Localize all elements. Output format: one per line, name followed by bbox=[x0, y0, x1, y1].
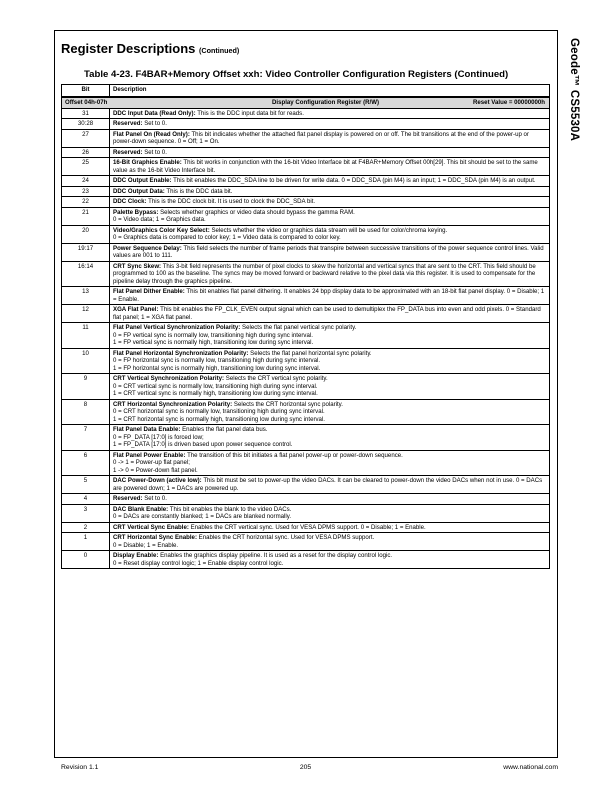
offset-row bbox=[62, 97, 550, 108]
field-description: This bit enables the DDC_SDA line to be driven for write data. 0 = DDC_SDA (pin M4) is an input; 1 = DDC_SDA (pin M4) is an output. bbox=[173, 177, 536, 184]
description-cell bbox=[110, 399, 550, 425]
description-cell bbox=[110, 119, 550, 130]
header-bit: Bit bbox=[62, 85, 110, 98]
bit-cell: 13 bbox=[62, 287, 110, 305]
field-name: Flat Panel On (Read Only): bbox=[113, 130, 190, 138]
field-name: Reserved: bbox=[113, 148, 143, 156]
field-description: This bit enables flat panel dithering. It enables 24 bpp display data to be approximated with an 18-bit flat panel display. 0 = Disable; 1 = Enable. bbox=[113, 288, 545, 303]
description-cell bbox=[110, 348, 550, 374]
description-cell bbox=[110, 425, 550, 451]
field-name: 16-Bit Graphics Enable: bbox=[113, 159, 182, 166]
field-name: Flat Panel Power Enable: bbox=[113, 451, 186, 459]
description-cell bbox=[110, 225, 550, 243]
bit-cell: 12 bbox=[62, 305, 110, 323]
bit-cell: 10 bbox=[62, 348, 110, 374]
field-value-line: 0 = FP_DATA [17:0] is forced low; bbox=[113, 433, 204, 441]
side-title-text: Geode™ CS5530A bbox=[568, 38, 580, 142]
field-description: Selects the CRT vertical sync polarity. bbox=[225, 375, 328, 382]
field-value-line: 0 = FP vertical sync is normally low, transitioning high during sync interval. bbox=[113, 331, 313, 339]
table-row bbox=[62, 522, 550, 533]
table-row bbox=[62, 158, 550, 176]
field-name: CRT Vertical Sync Enable: bbox=[113, 523, 189, 531]
footer-page-number: 205 bbox=[299, 764, 312, 771]
field-value-line: 0 -> 1 = Power-up flat panel; bbox=[113, 459, 190, 466]
footer-revision: Revision 1.1 bbox=[61, 764, 99, 771]
table-row bbox=[62, 399, 550, 425]
section-title-suffix: (Continued) bbox=[199, 46, 240, 55]
field-name: DDC Clock: bbox=[113, 198, 147, 205]
bit-cell: 24 bbox=[62, 176, 110, 187]
offset-cell bbox=[62, 97, 550, 108]
table-row bbox=[62, 494, 550, 505]
field-name: Reserved: bbox=[113, 495, 143, 502]
field-description: Selects whether graphics or video data should bypass the gamma RAM. bbox=[160, 208, 355, 216]
field-value-line: 1 = FP_DATA [17:0] is driven based upon power sequence control. bbox=[113, 441, 293, 448]
table-row bbox=[62, 323, 550, 349]
bit-cell: 5 bbox=[62, 476, 110, 494]
description-cell bbox=[110, 305, 550, 323]
field-name: CRT Horizontal Sync Enable: bbox=[113, 534, 197, 541]
description-cell bbox=[110, 243, 550, 261]
table-row bbox=[62, 533, 550, 551]
field-description: Set to 0. bbox=[144, 148, 167, 156]
section-title-text: Register Descriptions bbox=[61, 41, 196, 56]
table-row bbox=[62, 348, 550, 374]
table-row bbox=[62, 243, 550, 261]
field-description: This is the DDC clock bit. It is used to clock the DDC_SDA bit. bbox=[148, 198, 316, 205]
bit-cell: 25 bbox=[62, 158, 110, 176]
field-name: CRT Vertical Synchronization Polarity: bbox=[113, 375, 225, 382]
table-row bbox=[62, 207, 550, 225]
description-cell bbox=[110, 147, 550, 158]
bit-cell: 7 bbox=[62, 425, 110, 451]
offset-label: Offset 04h-07h bbox=[65, 99, 108, 106]
table-row bbox=[62, 147, 550, 158]
field-value-line: 0 = Disable; 1 = Enable. bbox=[113, 541, 179, 549]
table-body bbox=[62, 97, 550, 569]
field-value-line: 1 -> 0 = Power-down flat panel. bbox=[113, 466, 198, 474]
field-description: This bit indicates whether the attached flat panel display is powered on or off. The bit transitions at the end of the power-up or power-down sequence. 0 = Off; 1 = On. bbox=[113, 130, 529, 145]
bit-cell: 11 bbox=[62, 323, 110, 349]
bit-cell: 21 bbox=[62, 207, 110, 225]
description-cell bbox=[110, 158, 550, 176]
field-name: DDC Output Data: bbox=[113, 187, 165, 195]
field-description: This bit works in conjunction with the 16-bit Video Interface bit at F4BAR+Memory Offset 00h[29]. This bit should be set to the same value as the 16-bit Video Interface bit. bbox=[113, 159, 538, 174]
field-description: Selects the flat panel horizontal sync polarity. bbox=[250, 349, 372, 357]
field-description: Selects the flat panel vertical sync polarity. bbox=[242, 324, 357, 331]
field-name: Palette Bypass: bbox=[113, 208, 159, 216]
description-cell bbox=[110, 197, 550, 208]
field-value-line: 1 = FP horizontal sync is normally high, transitioning low during sync interval. bbox=[113, 364, 321, 372]
table-row bbox=[62, 287, 550, 305]
description-cell bbox=[110, 207, 550, 225]
bit-cell: 8 bbox=[62, 399, 110, 425]
field-value-line: 0 = CRT vertical sync is normally low, transitioning high during sync interval. bbox=[113, 382, 318, 390]
bit-cell: 19:17 bbox=[62, 243, 110, 261]
bit-cell: 23 bbox=[62, 186, 110, 197]
field-description: This field selects the number of frame periods that transpire between successive transitions of the power sequence control lines. Valid values are 001 to 111. bbox=[113, 244, 544, 259]
bit-cell: 30:28 bbox=[62, 119, 110, 130]
field-description: Selects whether the video or graphics data stream will be used for color/chroma keying. bbox=[211, 226, 448, 234]
field-name: CRT Horizontal Synchronization Polarity: bbox=[113, 400, 233, 408]
field-name: DAC Blank Enable: bbox=[113, 505, 169, 513]
field-name: Flat Panel Vertical Synchronization Polarity: bbox=[113, 324, 241, 331]
description-cell bbox=[110, 551, 550, 569]
table-row bbox=[62, 261, 550, 287]
description-cell bbox=[110, 287, 550, 305]
field-name: Flat Panel Dither Enable: bbox=[113, 288, 185, 295]
field-value-line: 0 = DACs are constantly blanked; 1 = DACs are blanked normally. bbox=[113, 513, 292, 520]
bit-cell: 3 bbox=[62, 504, 110, 522]
field-description: Enables the CRT vertical sync. Used for VESA DPMS support. 0 = Disable; 1 = Enable. bbox=[190, 523, 426, 531]
reset-value: Reset Value = 00000000h bbox=[473, 99, 545, 106]
table-row bbox=[62, 176, 550, 187]
table-row bbox=[62, 476, 550, 494]
table-row bbox=[62, 425, 550, 451]
bit-cell: 27 bbox=[62, 129, 110, 147]
description-cell bbox=[110, 323, 550, 349]
description-cell bbox=[110, 261, 550, 287]
field-value-line: 0 = CRT horizontal sync is normally low, transitioning high during sync interval. bbox=[113, 408, 325, 415]
description-cell bbox=[110, 533, 550, 551]
field-description: Selects the CRT horizontal sync polarity. bbox=[233, 400, 343, 408]
description-cell bbox=[110, 129, 550, 147]
field-description: Set to 0. bbox=[144, 495, 167, 502]
description-cell bbox=[110, 374, 550, 400]
table-header-row bbox=[62, 85, 550, 98]
field-name: XGA Flat Panel: bbox=[113, 306, 159, 313]
field-value-line: 0 = Graphics data is compared to color key; 1 = Video data is compared to color key. bbox=[113, 234, 341, 241]
table-row bbox=[62, 225, 550, 243]
section-title bbox=[61, 41, 239, 56]
table-row bbox=[62, 119, 550, 130]
field-name: Power Sequence Delay: bbox=[113, 244, 182, 252]
field-name: Flat Panel Horizontal Synchronization Polarity: bbox=[113, 349, 249, 357]
description-cell bbox=[110, 186, 550, 197]
description-cell bbox=[110, 504, 550, 522]
field-description: Enables the graphics display pipeline. It is used as a reset for the display control logic. bbox=[160, 552, 393, 559]
bit-cell: 6 bbox=[62, 450, 110, 476]
bit-cell: 16:14 bbox=[62, 261, 110, 287]
field-value-line: 1 = CRT horizontal sync is normally high, transitioning low during sync interval. bbox=[113, 415, 325, 423]
bit-cell: 26 bbox=[62, 147, 110, 158]
bit-cell: 4 bbox=[62, 494, 110, 505]
register-table bbox=[61, 84, 550, 569]
table-title: Table 4-23. F4BAR+Memory Offset xxh: Video Controller Configuration Registers (Continued) bbox=[84, 69, 509, 80]
field-value-line: 0 = Video data; 1 = Graphics data. bbox=[113, 216, 206, 223]
field-name: DAC Power-Down (active low): bbox=[113, 477, 202, 484]
side-title bbox=[566, 38, 580, 218]
bit-cell: 2 bbox=[62, 522, 110, 533]
field-description: This bit must be set to power-up the video DACs. It can be cleared to power-down the video DACs when not in use. 0 = DACs are powered down; 1 = DACs are powered up. bbox=[113, 477, 543, 492]
table-row bbox=[62, 551, 550, 569]
field-value-line: 0 = Reset display control logic; 1 = Enable display control logic. bbox=[113, 559, 284, 567]
field-name: Video/Graphics Color Key Select: bbox=[113, 226, 210, 234]
table-row bbox=[62, 129, 550, 147]
field-name: DDC Output Enable: bbox=[113, 177, 172, 184]
field-description: This is the DDC input data bit for reads. bbox=[197, 109, 304, 117]
field-value-line: 0 = FP horizontal sync is normally low, transitioning high during sync interval. bbox=[113, 357, 321, 364]
field-name: CRT Sync Skew: bbox=[113, 262, 162, 270]
table-row bbox=[62, 186, 550, 197]
table-row bbox=[62, 450, 550, 476]
bit-cell: 0 bbox=[62, 551, 110, 569]
field-description: Set to 0. bbox=[144, 120, 167, 127]
description-cell bbox=[110, 176, 550, 187]
description-cell bbox=[110, 108, 550, 119]
bit-cell: 1 bbox=[62, 533, 110, 551]
description-cell bbox=[110, 494, 550, 505]
description-cell bbox=[110, 522, 550, 533]
field-name: Flat Panel Data Enable: bbox=[113, 426, 181, 433]
field-name: DDC Input Data (Read Only): bbox=[113, 109, 196, 117]
register-name: Display Configuration Register (R/W) bbox=[272, 99, 379, 106]
field-description: This 3-bit field represents the number of pixel clocks to skew the horizontal and vertical syncs that are sent to the CRT. This field should be programmed to 100 as the baseline. The syncs may be moved forward or backward relative to the pixel data via this register. It is used to compensate for the pipeline delay through the graphics pipeline. bbox=[113, 262, 536, 285]
field-description: This bit enables the blank to the video DACs. bbox=[169, 505, 292, 513]
table-row bbox=[62, 374, 550, 400]
table-row bbox=[62, 197, 550, 208]
bit-cell: 22 bbox=[62, 197, 110, 208]
description-cell bbox=[110, 476, 550, 494]
field-description: This bit enables the FP_CLK_EVEN output signal which can be used to demultiplex the FP_DATA bus into even and odd pixels. 0 = Standard flat panel; 1 = XGA flat panel. bbox=[113, 306, 541, 321]
field-name: Display Enable: bbox=[113, 552, 159, 559]
header-description: Description bbox=[110, 85, 550, 98]
table-row bbox=[62, 108, 550, 119]
footer-url: www.national.com bbox=[503, 764, 558, 771]
field-name: Reserved: bbox=[113, 120, 143, 127]
bit-cell: 20 bbox=[62, 225, 110, 243]
bit-cell: 9 bbox=[62, 374, 110, 400]
table-row bbox=[62, 504, 550, 522]
field-value-line: 1 = FP vertical sync is normally high, transitioning low during sync interval. bbox=[113, 339, 314, 346]
field-description: The transition of this bit initiates a flat panel power-up or power-down sequence. bbox=[187, 451, 403, 459]
bit-cell: 31 bbox=[62, 108, 110, 119]
table-row bbox=[62, 305, 550, 323]
field-description: This is the DDC data bit. bbox=[166, 187, 233, 195]
field-description: Enables the flat panel data bus. bbox=[182, 426, 268, 433]
description-cell bbox=[110, 450, 550, 476]
field-description: Enables the CRT horizontal sync. Used for VESA DPMS support. bbox=[198, 534, 375, 541]
field-value-line: 1 = CRT vertical sync is normally high, transitioning low during sync interval. bbox=[113, 390, 318, 397]
